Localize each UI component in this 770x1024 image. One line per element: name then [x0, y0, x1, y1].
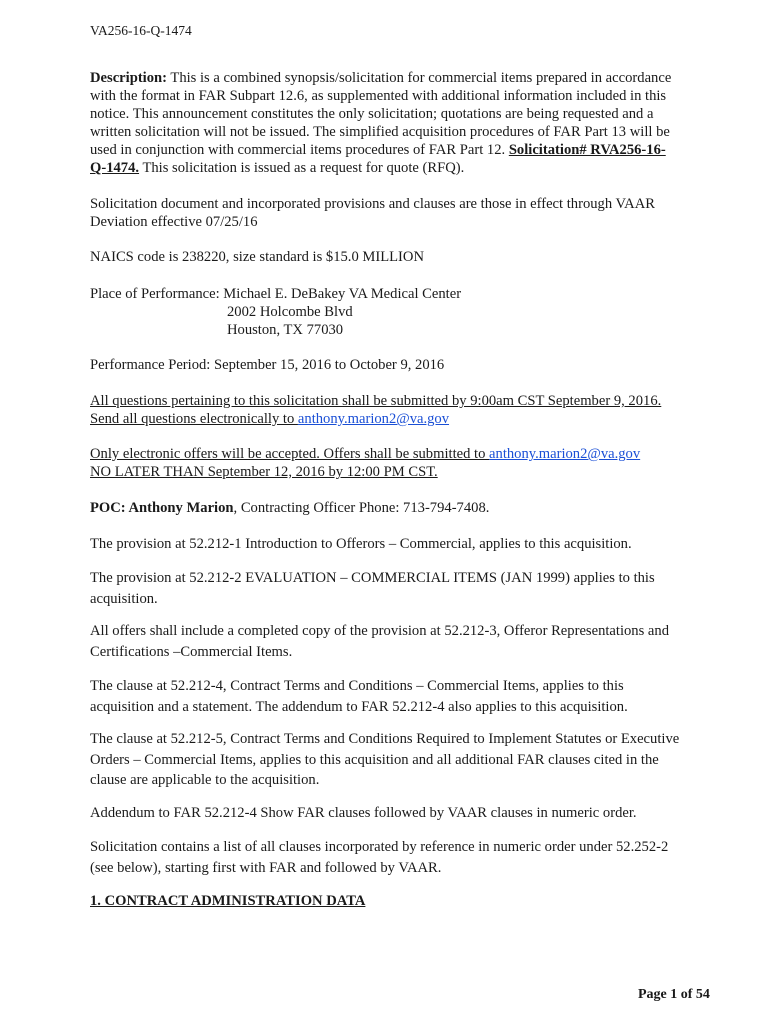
addendum-paragraph [90, 804, 710, 822]
provision-line: Certifications –Commercial Items. [90, 643, 293, 660]
clause-line: The clause at 52.212-4, Contract Terms and Conditions – Commercial Items, applies to this [90, 678, 624, 694]
offers-paragraph [90, 445, 710, 481]
description-line: This solicitation is issued as a request for quote (RFQ). [139, 160, 465, 176]
poc-paragraph [90, 499, 710, 517]
place-of-performance [90, 285, 710, 339]
offers-email-link[interactable]: anthony.marion2@va.gov [489, 446, 641, 462]
page-number: Page 1 of 54 [638, 987, 710, 1002]
questions-email-link[interactable]: anthony.marion2@va.gov [297, 411, 450, 427]
section-heading-text: 1. CONTRACT ADMINISTRATION DATA [90, 893, 366, 909]
questions-paragraph [90, 392, 710, 428]
description-line: notice. This announcement constitutes the only solicitation; quotations are being requested and a [90, 106, 654, 122]
offers-line: Only electronic offers will be accepted. Offers shall be submitted to [90, 446, 490, 462]
period-line: Performance Period: September 15, 2016 to October 9, 2016 [90, 357, 445, 373]
vaar-paragraph [90, 195, 710, 231]
place-line: Place of Performance: Michael E. DeBakey VA Medical Center [90, 286, 462, 302]
questions-line: Send all questions electronically to [90, 411, 298, 427]
naics-paragraph [90, 248, 710, 266]
provision-line: The provision at 52.212-2 EVALUATION – COMMERCIAL ITEMS (JAN 1999) applies to this [90, 570, 655, 586]
provision-line: All offers shall include a completed copy of the provision at 52.212-3, Offeror Representations and [90, 623, 670, 639]
questions-line: All questions pertaining to this solicitation shall be submitted by 9:00am CST September 9, 2016. [90, 393, 662, 409]
clause-52-212-5 [90, 729, 710, 791]
place-city: Houston, TX 77030 [227, 322, 344, 338]
description-label: Description: [90, 70, 168, 86]
description-line: with the format in FAR Subpart 12.6, as supplemented with additional information included in this [90, 88, 667, 104]
offers-deadline: NO LATER THAN September 12, 2016 by 12:00 PM CST. [90, 464, 438, 480]
provision-line: The provision at 52.212-1 Introduction to Offerors – Commercial, applies to this acquisition. [90, 536, 632, 552]
provision-52-212-3 [90, 621, 710, 662]
poc-details: , Contracting Officer Phone: 713-794-7408. [233, 500, 490, 516]
naics-line: NAICS code is 238220, size standard is $15.0 MILLION [90, 249, 424, 265]
place-street: 2002 Holcombe Blvd [227, 304, 353, 320]
clauses-list-paragraph [90, 837, 710, 878]
clause-line: Orders – Commercial Items, applies to this acquisition and all additional FAR clauses cited in the [90, 751, 659, 768]
clause-line: clause are applicable to the acquisition. [90, 772, 320, 788]
solicitation-number-suffix: Q-1474. [90, 160, 140, 176]
provision-52-212-1 [90, 535, 710, 553]
vaar-line: Deviation effective 07/25/16 [90, 214, 258, 230]
solicitation-number: Solicitation# RVA256-16- [508, 142, 666, 158]
section-heading [90, 892, 710, 910]
addendum-line: Addendum to FAR 52.212-4 Show FAR clauses followed by VAAR clauses in numeric order. [90, 805, 637, 821]
vaar-line: Solicitation document and incorporated provisions and clauses are those in effect through VAAR [90, 196, 655, 212]
provision-52-212-2 [90, 568, 710, 609]
description-text: This is a combined synopsis/solicitation for commercial items prepared in accordance [167, 70, 672, 86]
clause-52-212-4 [90, 676, 710, 717]
clauses-list-line: (see below), starting first with FAR and followed by VAAR. [90, 859, 442, 876]
clause-line: acquisition and a statement. The addendum to FAR 52.212-4 also applies to this acquisition. [90, 698, 628, 715]
description-paragraph [90, 69, 710, 177]
performance-period [90, 356, 710, 374]
description-line: written solicitation will not be issued. The simplified acquisition procedures of FAR Part 13 will be [90, 124, 670, 140]
poc-label: POC: Anthony Marion [90, 500, 234, 516]
provision-line: acquisition. [90, 590, 158, 607]
clause-line: The clause at 52.212-5, Contract Terms and Conditions Required to Implement Statutes or Executive [90, 731, 680, 747]
clauses-list-line: Solicitation contains a list of all clauses incorporated by reference in numeric order under 52.252-2 [90, 839, 669, 855]
document-id: VA256-16-Q-1474 [90, 23, 192, 38]
description-line: used in conjunction with commercial items procedures of FAR Part 12. [90, 142, 509, 158]
